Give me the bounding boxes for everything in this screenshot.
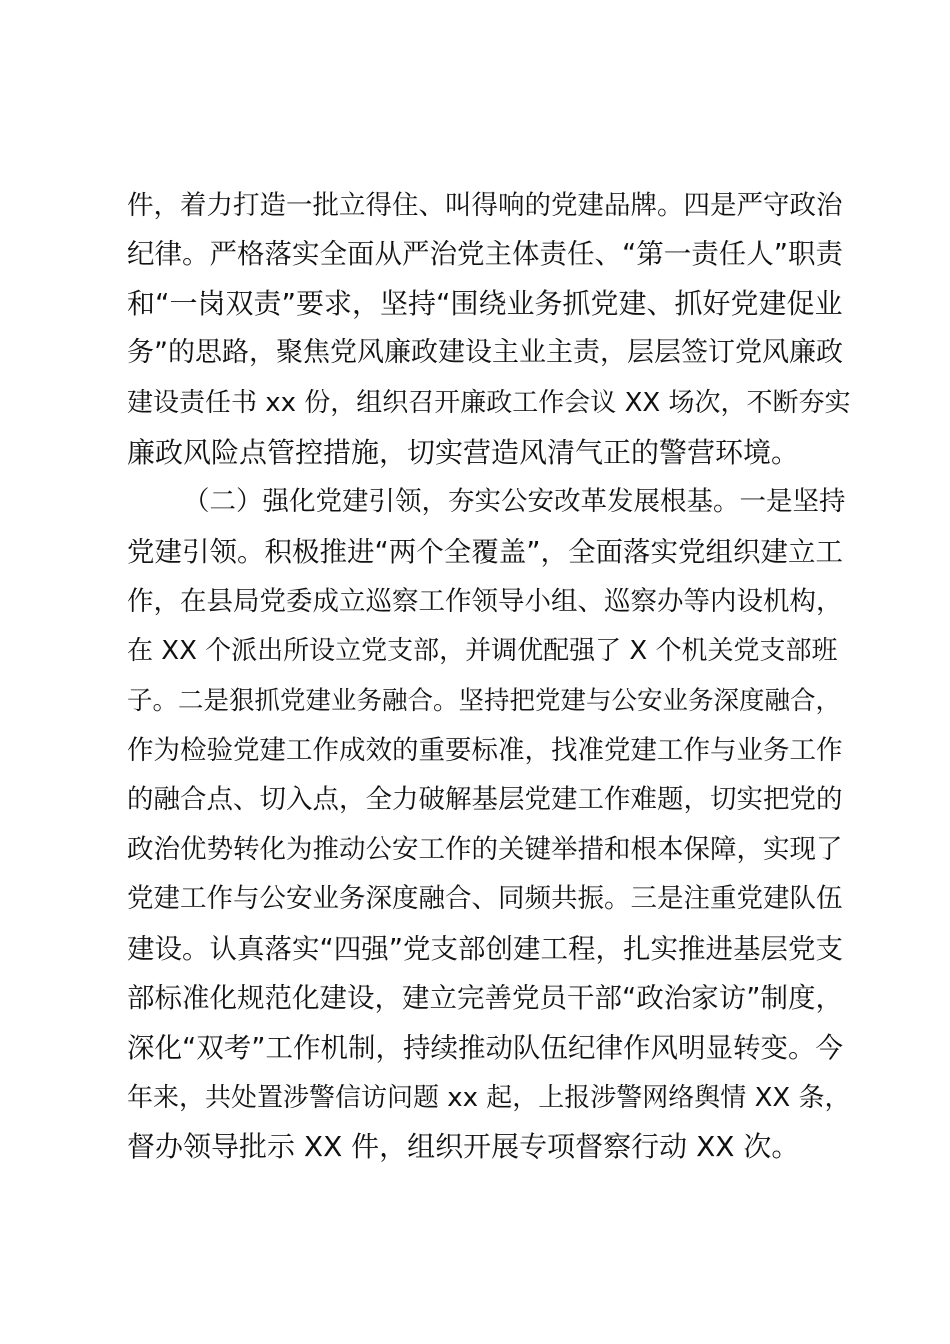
text-line: 政治优势转化为推动公安工作的关键举措和根本保障，实现了 xyxy=(127,834,843,865)
text-line: 党建引领。积极推进“两个全覆盖”，全面落实党组织建立工 xyxy=(127,536,843,568)
text-line: 务”的思路，聚焦党风廉政建设主业主责，层层签订党风廉政 xyxy=(127,337,843,368)
text-line: 件，着力打造一批立得住、叫得响的党建品牌。四是严守政治 xyxy=(127,190,843,221)
text-line: 作为检验党建工作成效的重要标准，找准党建工作与业务工作 xyxy=(127,735,843,766)
text-line: 建设责任书 xx 份，组织召开廉政工作会议 XX 场次，不断夯实 xyxy=(127,388,851,418)
text-line: 和“一岗双责”要求，坚持“围绕业务抓党建、抓好党建促业 xyxy=(127,287,843,320)
text-line: 深化“双考”工作机制，持续推动队伍纪律作风明显转变。今 xyxy=(127,1032,843,1064)
text-line: 廉政风险点管控措施，切实营造风清气正的警营环境。 xyxy=(127,436,800,469)
text-line: 子。二是狠抓党建业务融合。坚持把党建与公安业务深度融合， xyxy=(127,686,842,716)
text-line: 督办领导批示 XX 件，组织开展专项督察行动 XX 次。 xyxy=(127,1130,800,1163)
text-line: 纪律。严格落实全面从严治党主体责任、“第一责任人”职责 xyxy=(127,238,843,270)
text-line: 在 XX 个派出所设立党支部，并调优配强了 X 个机关党支部班 xyxy=(127,636,838,666)
text-line: 年来，共处置涉警信访问题 xx 起，上报涉警网络舆情 XX 条， xyxy=(127,1083,851,1113)
text-line: 部标准化规范化建设，建立完善党员干部“政治家访”制度， xyxy=(127,982,843,1014)
text-line: 作，在县局党委成立巡察工作领导小组、巡察办等内设机构， xyxy=(127,586,843,617)
section-heading-line: （二）强化党建引领，夯实公安改革发展根基。一是坚持 xyxy=(183,486,846,517)
text-line: 党建工作与公安业务深度融合、同频共振。三是注重党建队伍 xyxy=(127,883,843,914)
text-line: 建设。认真落实“四强”党支部创建工程，扎实推进基层党支 xyxy=(127,933,843,965)
text-line: 的融合点、切入点，全力破解基层党建工作难题，切实把党的 xyxy=(127,784,843,815)
